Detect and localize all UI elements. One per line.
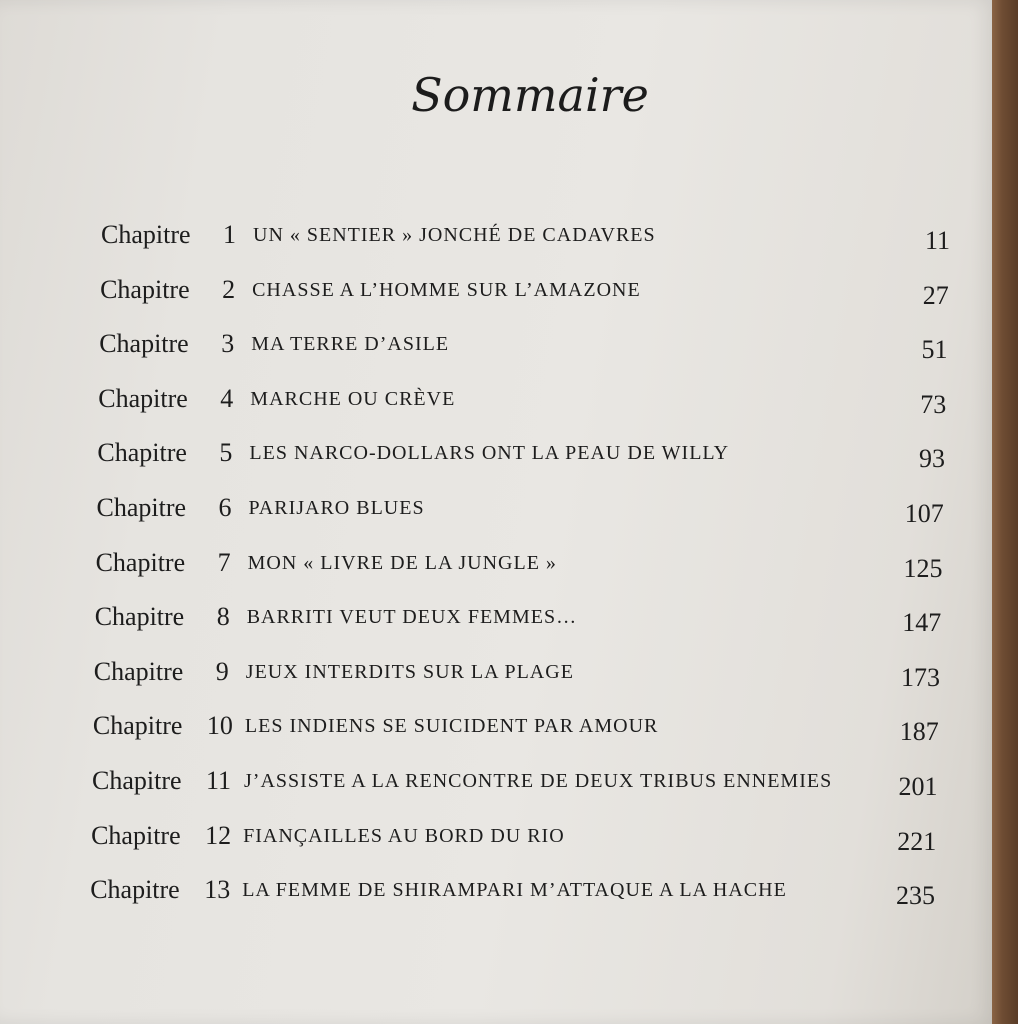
toc-row [98,384,950,424]
chapter-page-number: 107 [904,499,944,528]
chapter-page-number: 73 [920,389,947,419]
toc-row [99,329,950,369]
chapter-number: 8 [216,602,230,632]
chapter-page-number: 173 [900,662,940,692]
chapter-title: MA TERRE D’ASILE [251,333,450,356]
chapter-label: Chapitre [99,329,189,359]
chapter-title: FIANÇAILLES AU BORD DU RIO [243,824,565,847]
chapter-title: JEUX INTERDITS SUR LA PLAGE [245,660,574,683]
chapter-page-number: 235 [895,881,935,911]
chapter-page-number: 93 [918,444,945,474]
toc-row [101,220,950,260]
chapter-label: Chapitre [92,766,182,795]
chapter-page-number: 221 [897,826,937,856]
toc-row [95,602,950,642]
chapter-number: 6 [218,493,232,522]
chapter-title: LES NARCO-DOLLARS ONT LA PEAU DE WILLY [249,442,730,465]
chapter-title: CHASSE A L’HOMME SUR L’AMAZONE [252,278,641,301]
chapter-number: 1 [223,220,236,249]
toc-row [90,875,950,915]
chapter-number: 2 [222,274,236,304]
chapter-page-number: 147 [902,608,942,638]
chapter-title: LES INDIENS SE SUICIDENT PAR AMOUR [244,715,659,738]
chapter-number: 5 [219,438,233,468]
chapter-number: 13 [204,875,231,905]
chapter-page-number: 27 [922,280,949,310]
toc-row [93,711,950,751]
chapter-title: MARCHE OU CRÈVE [250,387,456,410]
table-surface [992,0,1018,1024]
toc-row [94,657,950,697]
toc-row [97,438,950,478]
toc-row [91,821,950,861]
chapter-label: Chapitre [101,220,191,249]
toc-row [92,766,950,806]
toc-row [96,548,950,588]
chapter-title: J’ASSISTE A LA RENCONTRE DE DEUX TRIBUS ENNEMIES [244,770,833,792]
chapter-number: 7 [217,547,231,577]
chapter-number: 11 [206,766,232,795]
chapter-label: Chapitre [90,875,180,905]
chapter-label: Chapitre [93,656,184,686]
chapter-label: Chapitre [94,602,185,632]
chapter-label: Chapitre [97,438,187,468]
chapter-label: Chapitre [95,547,186,577]
chapter-number: 10 [206,711,233,741]
toc-row [97,493,951,533]
chapter-page-number: 187 [899,717,939,747]
chapter-title: LA FEMME DE SHIRAMPARI M’ATTAQUE A LA HACHE [242,879,787,902]
chapter-page-number: 125 [903,553,943,583]
chapter-number: 9 [215,656,229,686]
chapter-label: Chapitre [96,493,187,522]
chapter-label: Chapitre [98,383,188,413]
chapter-title: UN « SENTIER » JONCHÉ DE CADAVRES [253,224,656,246]
chapter-title: PARIJARO BLUES [248,497,425,519]
chapter-label: Chapitre [100,274,190,304]
chapter-page-number: 201 [898,772,938,801]
chapter-label: Chapitre [92,711,183,741]
chapter-number: 4 [220,383,234,413]
chapter-title: MON « LIVRE DE LA JUNGLE » [247,551,557,574]
chapter-page-number: 51 [921,335,948,365]
chapter-number: 12 [205,820,232,850]
page-title: Sommaire [411,68,649,122]
chapter-number: 3 [221,329,235,359]
chapter-label: Chapitre [91,820,181,850]
chapter-page-number: 11 [924,226,950,255]
toc-row [100,275,950,315]
chapter-title: BARRITI VEUT DEUX FEMMES… [246,606,578,629]
